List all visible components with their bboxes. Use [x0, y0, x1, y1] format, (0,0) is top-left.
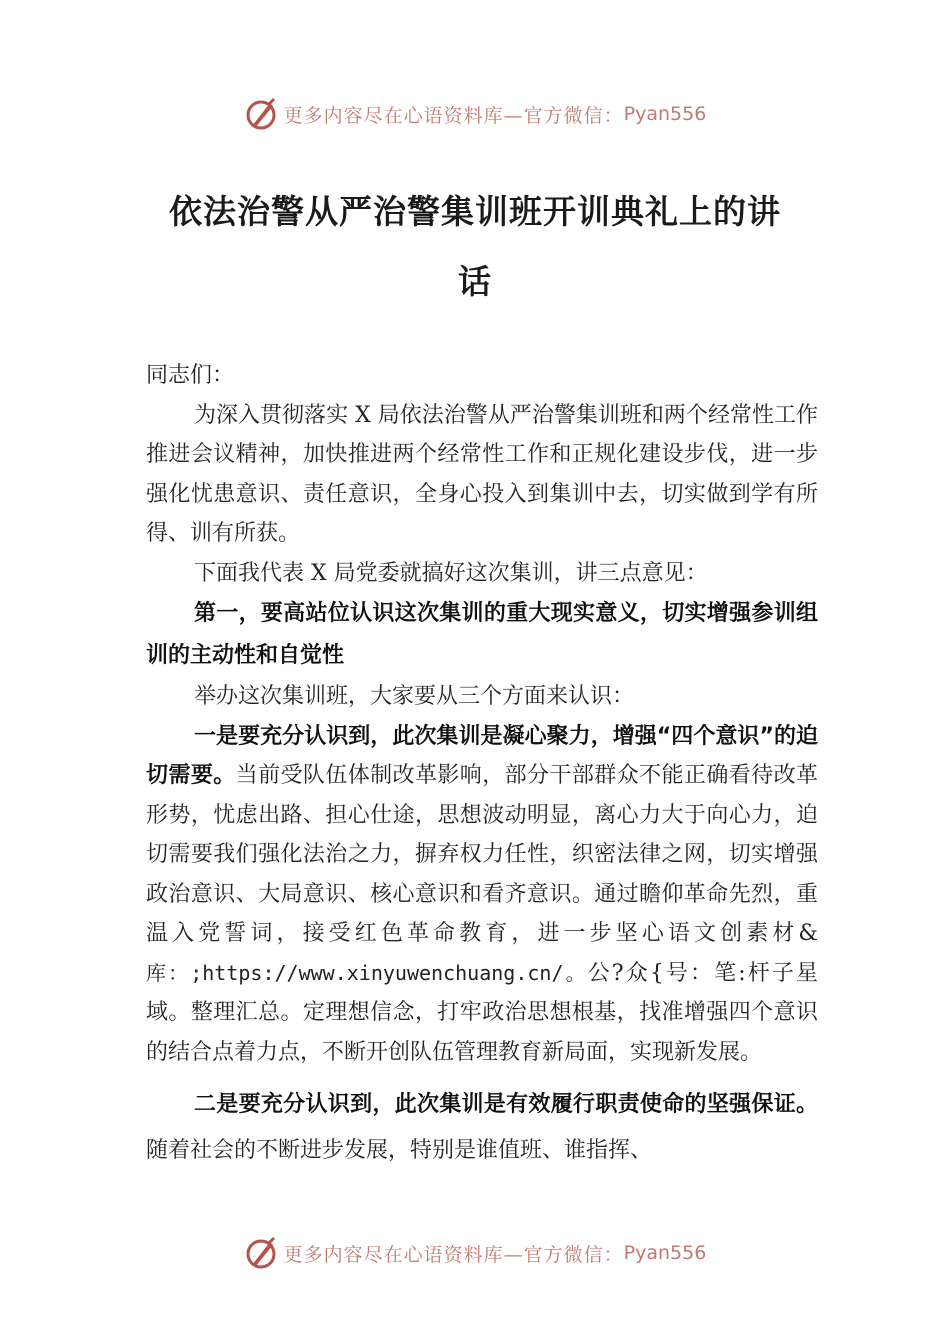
document-title-line-1: 依法治警从严治警集训班开训典礼上的讲 [169, 192, 781, 231]
point-1-text: 当前受队伍体制改革影响，部分干部群众不能正确看待改革形势，忧虑出路、担心仕途，思想波动明显，离心力大于向心力，迫切需要我们强化法治之力，摒弃权力任性，织密法律之网，切实增强政治意识、大局意识、核心意识和看齐意识。通过瞻仰革命先烈，重温入党誓词，接受红色革命教育，进一步坚心语文创素材& [146, 763, 818, 946]
point-2-heading: 二是要充分认识到，此次集训是有效履行职责使命的坚强保证。 [194, 1092, 818, 1117]
document-title-line-2: 话 [458, 262, 492, 301]
salutation: 同志们： [146, 363, 235, 388]
point-2-text: 随着社会的不断进步发展，特别是谁值班、谁指挥、 [146, 1138, 653, 1163]
point-1-link-text: 库：;https://www.xinyuwenchuang.cn/。 [146, 960, 588, 985]
paragraph-aspects: 举办这次集训班，大家要从三个方面来认识： [194, 684, 635, 709]
footer-banner-account: Pyan556 [623, 1242, 707, 1264]
paragraph-point-1 [146, 717, 818, 1073]
footer-banner-text: 更多内容尽在心语资料库—官方微信： [283, 1243, 624, 1266]
document-body [146, 356, 818, 1174]
section-heading-1: 第一，要高站位认识这次集训的重大现实意义，切实增强参训组训的主动性和自觉性 [146, 601, 818, 668]
pen-logo-icon [244, 1236, 278, 1270]
banner-account: Pyan556 [623, 103, 707, 125]
paragraph-point-2 [146, 1082, 818, 1174]
footer-banner [0, 1233, 950, 1273]
paragraph-outline: 下面我代表 X 局党委就搞好这次集训，讲三点意见： [194, 560, 708, 586]
banner-text: 更多内容尽在心语资料库—官方微信： [283, 104, 624, 127]
paragraph-intro: 为深入贯彻落实 X 局依法治警从严治警集训班和两个经常性工作推进会议精神，加快推进两个经常性工作和正规化建设步伐，进一步强化忧患意识、责任意识，全身心投入到集训中去，切实做到学有所得、训有所获。 [146, 402, 818, 546]
point-1-tail: 公?众{号：笔:杆子星域。整理汇总。定理想信念，打牢政治思想根基，找准增强四个意识的结合点着力点，不断开创队伍管理教育新局面，实现新发展。 [146, 960, 818, 1065]
pen-logo-icon [244, 97, 278, 131]
header-banner [0, 94, 950, 134]
point-1-heading: 一是要充分认识到，此次集训是凝心聚力，增强“四个意识”的迫切需要。 [146, 723, 818, 788]
